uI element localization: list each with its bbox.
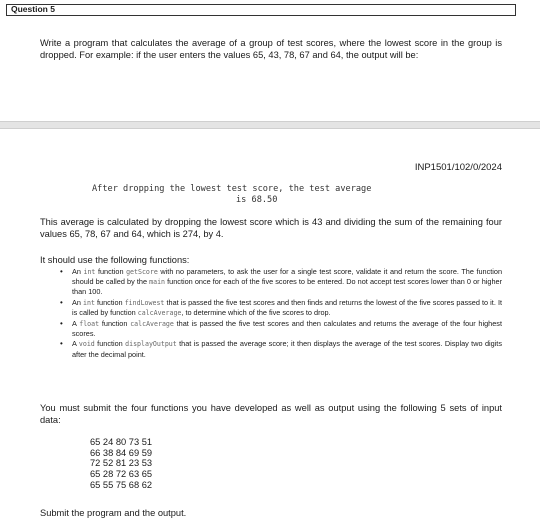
- submission-instructions: You must submit the four functions you have developed as well as output using the following 5 sets of input data:: [40, 403, 502, 425]
- footer-instruction: Submit the program and the output.: [40, 508, 187, 518]
- question-header: [6, 4, 516, 16]
- functions-intro: It should use the following functions:: [40, 255, 190, 265]
- sample-output: [92, 184, 432, 206]
- input-data-sets: [90, 437, 152, 491]
- bullet-icon: •: [60, 297, 63, 307]
- function-item: • A float function calcAverage that is passed the five test scores and then calculates and returns the average of the four highest scores.: [60, 319, 502, 339]
- bullet-icon: •: [60, 339, 63, 349]
- return-type: float: [79, 320, 100, 329]
- return-type: int: [83, 298, 95, 307]
- function-item: • An int function findLowest that is passed the five test scores and then finds and returns the lowest of the five scores passed to it. It is called by function calcAverage, to determine which of the five scores to drop.: [60, 297, 502, 317]
- data-set-line: 65 24 80 73 51: [90, 437, 153, 447]
- bullet-icon: •: [60, 267, 63, 276]
- sample-output-line: is 68.50: [236, 195, 278, 205]
- function-name: getScore: [126, 268, 158, 276]
- page-break-divider: [0, 121, 540, 129]
- explanation-paragraph: This average is calculated by dropping the lowest score which is 43 and dividing the sum of the remaining four values 65, 78, 67 and 64, which is 274, by 4.: [40, 217, 502, 239]
- functions-list: [40, 267, 502, 360]
- inline-code: calcAverage: [137, 308, 182, 317]
- data-set-line: 65 28 72 63 65: [90, 469, 153, 480]
- data-set-line: 66 38 84 69 59: [90, 447, 153, 458]
- function-name: calcAverage: [130, 320, 174, 329]
- bullet-icon: •: [60, 319, 63, 329]
- function-item: • An int function getScore with no parameters, to ask the user for a single test score, validate it and return the score. The function should be called by the main function once for each of the five scores to be entered. Do not accept test scores lower than 0 or higher than 100.: [60, 267, 503, 297]
- return-type: int: [83, 268, 96, 276]
- inline-code: main: [149, 278, 166, 287]
- function-name: findLowest: [124, 298, 165, 307]
- function-item: • A void function displayOutput that is passed the average score; it then displays the average of the test scores. Display two digits after the decimal point.: [60, 339, 502, 359]
- data-set-line: 65 55 75 68 62: [90, 479, 153, 490]
- question-title: Question 5: [11, 4, 55, 14]
- intro-paragraph: Write a program that calculates the average of a group of test scores, where the lowest score in the group is dropped. For example: if the user enters the values 65, 43, 78, 67 and 64, the output will be:: [40, 38, 502, 60]
- data-set-line: 72 52 81 23 53: [90, 458, 153, 469]
- document-reference: INP1501/102/0/2024: [414, 162, 502, 173]
- return-type: void: [78, 340, 95, 349]
- sample-output-line: After dropping the lowest test score, the test average: [92, 184, 372, 194]
- function-name: displayOutput: [125, 340, 177, 349]
